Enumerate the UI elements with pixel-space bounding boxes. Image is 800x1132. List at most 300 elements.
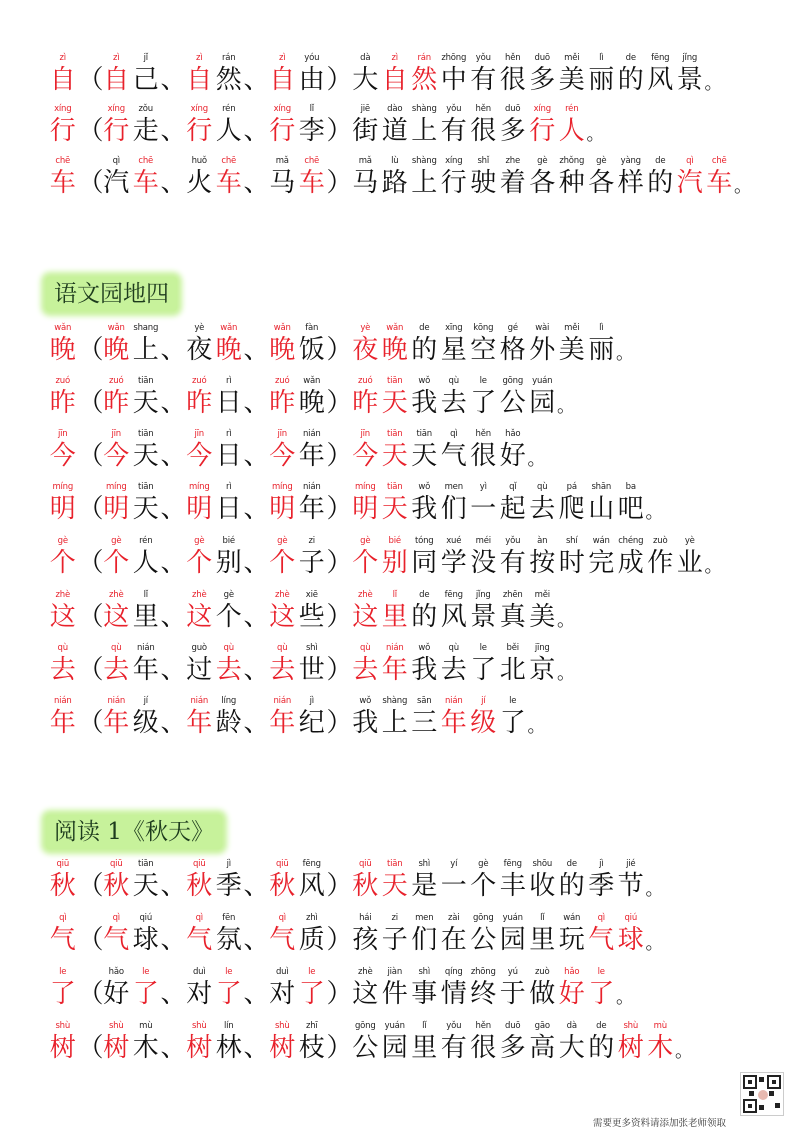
hanzi-text: 、 [243,494,270,524]
hanzi-char [297,696,327,738]
hanzi-text: 明 [186,494,213,524]
pinyin-label: le [225,967,233,977]
pinyin-label: gōng [502,376,524,386]
hanzi-char [297,1021,327,1063]
hanzi-text: 、 [160,602,187,632]
hanzi-char [557,53,587,95]
footer-note: 需要更多资料请添加张老师领取 [593,1118,727,1129]
hanzi-text: （ [77,494,104,524]
hanzi-text: 昨 [269,388,296,418]
pinyin-label: tiān [387,429,403,439]
hanzi-text: 去 [529,494,556,524]
pinyin-label: de [655,156,666,166]
pinyin-label: qù [448,376,459,386]
hanzi-char [351,323,381,365]
hanzi-text: 个 [352,548,379,578]
pinyin-label: shù [55,1021,71,1031]
hanzi-char [297,53,327,95]
hanzi-char [380,429,410,471]
hanzi-text: 我 [352,708,379,738]
hanzi-char [587,967,617,1009]
pinyin-label: qù [57,643,68,653]
hanzi-text: 行 [186,116,213,146]
hanzi-text: 了 [470,655,497,685]
hanzi-char [469,53,499,95]
pinyin-label: zuó [55,376,70,386]
hanzi-char [351,590,381,632]
hanzi-char [410,376,440,418]
pinyin-label: gé [507,323,518,333]
pinyin-label: hái [359,913,372,923]
hanzi-char [587,156,617,198]
pinyin-label: shān [591,482,612,492]
hanzi-char [161,336,185,364]
hanzi-text: 日 [215,441,242,471]
pinyin-label: dà [360,53,371,63]
pinyin-label: gè [360,536,371,546]
hanzi-char [705,156,735,198]
pinyin-label: le [597,967,605,977]
hanzi-char [268,156,298,198]
hanzi-char [646,536,676,578]
hanzi-text: 景 [676,65,703,95]
hanzi-char [48,156,78,198]
hanzi-char [380,590,410,632]
hanzi-char [410,53,440,95]
hanzi-char [185,1021,215,1063]
hanzi-text: 年 [103,708,130,738]
hanzi-text: 、 [243,708,270,738]
hanzi-text: 晚 [49,335,76,365]
hanzi-text: 对 [269,979,296,1009]
pinyin-label: chéng [618,536,644,546]
hanzi-text: 作 [647,548,674,578]
hanzi-char [244,709,268,737]
hanzi-text: 。 [557,396,575,417]
hanzi-char [646,53,676,95]
hanzi-char [439,590,469,632]
vocab-line [48,695,546,738]
hanzi-text: 丽 [588,335,615,365]
pinyin-label: fēn [222,913,236,923]
hanzi-char [327,549,351,577]
hanzi-char [469,643,499,685]
vocab-line [48,375,575,418]
pinyin-label: jīn [111,429,121,439]
pinyin-label: de [419,323,430,333]
hanzi-text: 情 [440,979,467,1009]
hanzi-text: 的 [588,1033,615,1063]
hanzi-char [131,53,161,95]
hanzi-text: 级 [132,708,159,738]
hanzi-text: 同 [411,548,438,578]
hanzi-char [557,913,587,955]
vocab-line [48,103,605,146]
hanzi-char [646,156,676,198]
hanzi-text: （ [77,925,104,955]
hanzi-char [616,859,646,901]
hanzi-char [645,879,664,900]
hanzi-text: ） [326,548,353,578]
hanzi-text: 车 [215,168,242,198]
hanzi-char [161,495,185,523]
hanzi-char [297,482,327,524]
hanzi-text: 级 [470,708,497,738]
hanzi-text: （ [77,1033,104,1063]
hanzi-char [439,859,469,901]
hanzi-char [351,536,381,578]
hanzi-char [268,967,298,1009]
vocab-line [48,589,575,632]
hanzi-text: 在 [440,925,467,955]
hanzi-char [528,536,558,578]
hanzi-char [616,536,646,578]
hanzi-char [351,913,381,955]
hanzi-text: 。 [557,663,575,684]
pinyin-label: gè [223,590,234,600]
hanzi-text: ） [326,388,353,418]
hanzi-text: ） [326,116,353,146]
hanzi-char [185,156,215,198]
hanzi-text: （ [77,979,104,1009]
hanzi-text: 。 [586,124,605,145]
hanzi-char [161,603,185,631]
hanzi-char [380,696,410,738]
hanzi-text: 子 [381,925,408,955]
pinyin-label: nián [302,482,321,492]
hanzi-char [675,536,705,578]
pinyin-label: rán [417,53,431,63]
hanzi-char [161,66,185,94]
hanzi-text: 天 [132,388,159,418]
pinyin-label: qù [111,643,122,653]
hanzi-char [646,1021,676,1063]
hanzi-char [410,323,440,365]
hanzi-text: ） [326,655,353,685]
hanzi-text: 龄 [215,708,242,738]
hanzi-text: 我 [411,655,438,685]
hanzi-char [351,376,381,418]
hanzi-text: 天 [381,388,408,418]
pinyin-label: rì [226,429,232,439]
hanzi-char [528,913,558,955]
hanzi-char [161,169,185,197]
pinyin-label: hěn [505,53,521,63]
hanzi-text: 明 [269,494,296,524]
hanzi-text: 年 [186,708,213,738]
hanzi-text: 业 [676,548,703,578]
hanzi-char [439,429,469,471]
hanzi-char [469,913,499,955]
hanzi-char [351,482,381,524]
hanzi-text: 秋 [352,871,379,901]
pinyin-label: ba [625,482,636,492]
hanzi-char [78,389,102,417]
pinyin-label: xíng [445,156,463,166]
hanzi-text: 有 [499,548,526,578]
hanzi-text: 年 [440,708,467,738]
hanzi-char [214,1021,244,1063]
qr-finder-icon [743,1099,757,1113]
pinyin-label: gè [478,859,489,869]
hanzi-char [410,1021,440,1063]
pinyin-label: hěn [475,1021,491,1031]
hanzi-char [102,1021,132,1063]
pinyin-label: yuán [502,913,523,923]
pinyin-label: kōng [473,323,494,333]
hanzi-text: 里 [381,602,408,632]
hanzi-char [469,536,499,578]
hanzi-text: 走 [132,116,159,146]
pinyin-label: wǎn [303,376,321,386]
hanzi-text: 、 [243,65,270,95]
hanzi-char [327,66,351,94]
pinyin-label: sān [417,696,432,706]
hanzi-text: 了 [215,979,242,1009]
hanzi-char [410,104,440,146]
pinyin-label: nián [385,643,404,653]
pinyin-label: qì [450,429,458,439]
pinyin-label: lǐ [540,913,545,923]
hanzi-text: 一 [440,871,467,901]
hanzi-char [351,1021,381,1063]
hanzi-text: 这 [352,602,379,632]
hanzi-text: 气 [440,441,467,471]
hanzi-char [131,590,161,632]
hanzi-char [528,643,558,685]
hanzi-char [704,73,723,94]
hanzi-char [214,859,244,901]
hanzi-text: 、 [243,871,270,901]
hanzi-text: 。 [527,716,546,737]
hanzi-text: 球 [617,925,644,955]
hanzi-text: 各 [529,168,556,198]
hanzi-text: 个 [215,602,242,632]
pinyin-label: hǎo [108,967,124,977]
hanzi-char [469,376,499,418]
hanzi-text: 气 [588,925,615,955]
hanzi-char [185,323,215,365]
pinyin-label: zì [196,53,203,63]
hanzi-char [268,429,298,471]
hanzi-char [410,913,440,955]
hanzi-char [297,156,327,198]
hanzi-char [327,656,351,684]
pinyin-label: xíng [107,104,125,114]
hanzi-char [244,336,268,364]
hanzi-char [327,1034,351,1062]
hanzi-text: （ [77,441,104,471]
pinyin-label: tiān [138,859,154,869]
hanzi-text: 、 [160,388,187,418]
hanzi-text: 里 [411,1033,438,1063]
pinyin-label: chē [138,156,154,166]
hanzi-text: 人 [132,548,159,578]
hanzi-text: 公 [499,388,526,418]
hanzi-text: 按 [529,548,556,578]
pinyin-label: zuó [275,376,290,386]
hanzi-char [185,104,215,146]
pinyin-label: nián [107,696,126,706]
hanzi-text: 大 [352,65,379,95]
hanzi-text: 格 [499,335,526,365]
pinyin-label: lì [599,323,604,333]
hanzi-char [268,53,298,95]
pinyin-label: qì [59,913,67,923]
hanzi-text: 个 [470,871,497,901]
hanzi-text: 今 [186,441,213,471]
hanzi-text: 上 [411,168,438,198]
hanzi-text: 别 [381,548,408,578]
hanzi-char [734,176,752,197]
vocab-line [48,322,634,365]
hanzi-char [78,926,102,954]
hanzi-char [131,104,161,146]
hanzi-char [268,536,298,578]
pinyin-label: lǐ [143,590,148,600]
hanzi-char [78,169,102,197]
hanzi-char [469,482,499,524]
hanzi-text: 园 [499,925,526,955]
hanzi-text: 汽 [103,168,130,198]
pinyin-label: fàn [305,323,319,333]
hanzi-char [48,859,78,901]
pinyin-label: de [566,859,577,869]
hanzi-text: 了 [588,979,615,1009]
pinyin-label: yǒu [446,1021,462,1031]
pinyin-label: gè [277,536,288,546]
pinyin-label: yí [450,859,458,869]
hanzi-char [439,1021,469,1063]
hanzi-text: 行 [269,116,296,146]
hanzi-text: 星 [440,335,467,365]
hanzi-char [704,556,723,577]
pinyin-label: míng [271,482,293,492]
pinyin-label: shù [623,1021,639,1031]
hanzi-text: 今 [103,441,130,471]
hanzi-text: 年 [381,655,408,685]
hanzi-char [327,872,351,900]
hanzi-char [297,913,327,955]
pinyin-label: tóng [414,536,434,546]
hanzi-text: 今 [269,441,296,471]
hanzi-char [48,536,78,578]
pinyin-label: wǒ [418,376,431,386]
hanzi-char [527,449,546,470]
pinyin-label: zuó [109,376,124,386]
pinyin-label: jīn [57,429,68,439]
hanzi-char [351,859,381,901]
pinyin-label: zhǒng [559,156,585,166]
hanzi-text: 。 [645,502,664,523]
pinyin-label: shù [108,1021,124,1031]
pinyin-label: wǎn [220,323,238,333]
pinyin-label: le [479,376,487,386]
pinyin-label: gè [194,536,205,546]
hanzi-text: 、 [160,65,187,95]
pinyin-label: shǐ [477,156,490,166]
hanzi-char [498,482,528,524]
hanzi-text: ） [326,1033,353,1063]
hanzi-text: 球 [132,925,159,955]
hanzi-char [469,104,499,146]
hanzi-char [528,104,558,146]
hanzi-text: 、 [243,168,270,198]
hanzi-text: 、 [160,979,187,1009]
hanzi-text: 里 [132,602,159,632]
hanzi-char [131,643,161,685]
hanzi-text: 今 [352,441,379,471]
hanzi-text: ） [326,168,353,198]
hanzi-text: 去 [103,655,130,685]
pinyin-label: zhe [505,156,520,166]
hanzi-char [380,53,410,95]
hanzi-text: 了 [132,979,159,1009]
hanzi-char [351,696,381,738]
pinyin-label: qiú [139,913,153,923]
hanzi-char [268,913,298,955]
hanzi-text: 吧 [617,494,644,524]
hanzi-text: 、 [160,116,187,146]
hanzi-text: 的 [647,168,674,198]
pinyin-label: le [142,967,150,977]
pinyin-label: jīn [194,429,204,439]
hanzi-char [410,482,440,524]
pinyin-label: zhōng [470,967,496,977]
hanzi-text: 、 [160,655,187,685]
hanzi-text: 车 [132,168,159,198]
hanzi-char [327,603,351,631]
hanzi-text: 子 [298,548,325,578]
pinyin-label: měi [534,590,550,600]
pinyin-label: nián [136,643,155,653]
hanzi-text: 丽 [588,65,615,95]
hanzi-text: 行 [529,116,556,146]
hanzi-char [380,643,410,685]
hanzi-char [102,967,132,1009]
hanzi-text: 的 [558,871,585,901]
hanzi-text: 天 [381,494,408,524]
hanzi-char [327,442,351,470]
hanzi-text: 年 [269,708,296,738]
pinyin-label: shàng [411,104,437,114]
pinyin-label: xíng [54,104,72,114]
hanzi-char [645,933,664,954]
hanzi-char [214,156,244,198]
hanzi-char [439,104,469,146]
hanzi-text: 车 [298,168,325,198]
hanzi-char [498,859,528,901]
hanzi-text: ） [326,65,353,95]
pinyin-label: zhī [305,1021,318,1031]
hanzi-char [351,429,381,471]
pinyin-label: bié [388,536,401,546]
hanzi-text: 、 [243,335,270,365]
hanzi-text: （ [77,655,104,685]
hanzi-char [268,590,298,632]
pinyin-label: rén [565,104,579,114]
hanzi-char [498,104,528,146]
hanzi-char [48,429,78,471]
hanzi-text: 晚 [269,335,296,365]
hanzi-text: 自 [186,65,213,95]
hanzi-text: 、 [160,871,187,901]
hanzi-char [351,104,381,146]
pinyin-label: yuán [532,376,553,386]
hanzi-text: 去 [352,655,379,685]
hanzi-text: 。 [734,176,752,197]
hanzi-char [78,1034,102,1062]
